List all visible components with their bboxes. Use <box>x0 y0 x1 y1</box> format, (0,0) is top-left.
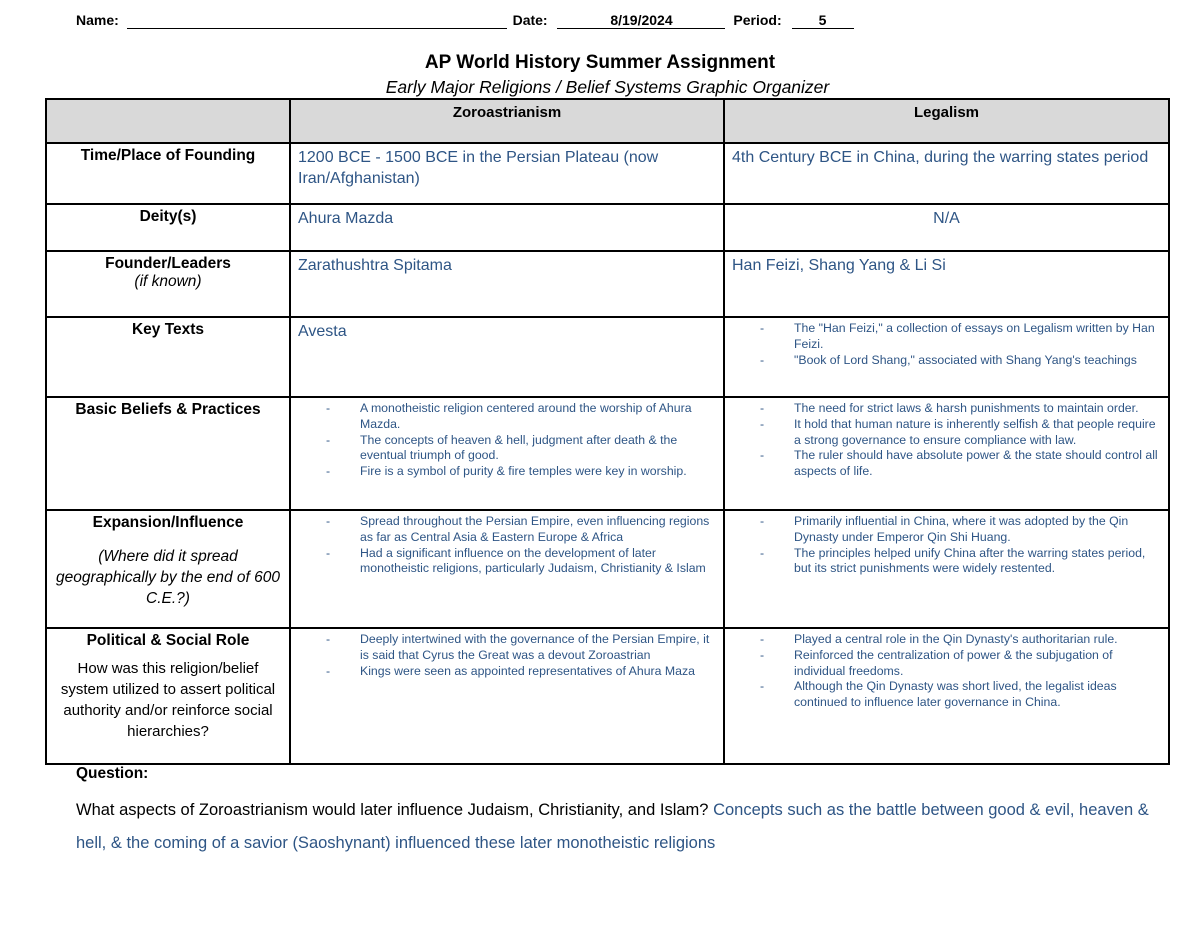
column-header-zoroastrianism: Zoroastrianism <box>290 99 724 143</box>
graphic-organizer-table <box>45 98 1170 765</box>
table-row <box>46 628 1169 764</box>
cell-legal-founder[interactable]: Han Feizi, Shang Yang & Li Si <box>724 251 1169 317</box>
table-row <box>46 251 1169 317</box>
row-label-time-place: Time/Place of Founding <box>46 143 290 204</box>
row-label-expansion <box>46 510 290 628</box>
list-item: - The ruler should have absolute power & the state should control all aspects of life. <box>760 448 1161 480</box>
cell-zoro-key-texts[interactable]: Avesta <box>290 317 724 397</box>
political-label: Political & Social Role <box>86 632 250 649</box>
cell-zoro-beliefs[interactable] <box>290 397 724 510</box>
cell-zoro-political[interactable] <box>290 628 724 764</box>
political-sublabel: How was this religion/belief system utilized to assert political authority and/or reinforce social hierarchies? <box>60 660 276 740</box>
assignment-title: AP World History Summer Assignment <box>424 52 776 73</box>
table-row <box>46 397 1169 510</box>
cell-legal-beliefs[interactable] <box>724 397 1169 510</box>
list-item: - The principles helped unify China after the warring states period, but its strict punishments were widely restented. <box>760 546 1161 578</box>
list-item: - The need for strict laws & harsh punishments to maintain order. <box>760 401 1161 417</box>
list-item: - The concepts of heaven & hell, judgment after death & the eventual triumph of good. <box>326 433 716 465</box>
cell-zoro-time-place[interactable]: 1200 BCE - 1500 BCE in the Persian Plateau (now Iran/Afghanistan) <box>290 143 724 204</box>
cell-legal-time-place[interactable]: 4th Century BCE in China, during the warring states period <box>724 143 1169 204</box>
cell-legal-deity[interactable]: N/A <box>724 204 1169 251</box>
expansion-label: Expansion/Influence <box>92 514 244 531</box>
list-item: - It hold that human nature is inherently selfish & that people require a strong governance to ensure compliance with law. <box>760 417 1161 449</box>
list-item: - Played a central role in the Qin Dynasty's authoritarian rule. <box>760 632 1161 648</box>
assignment-subtitle: Early Major Religions / Belief Systems Graphic Organizer <box>385 77 830 97</box>
list-item: - Kings were seen as appointed representatives of Ahura Maza <box>326 664 716 680</box>
question-answer[interactable]: Concepts such as the battle between good & evil, heaven & hell, & the coming of a savior (Saoshynant) influenced these later monotheistic religions <box>76 801 1149 852</box>
row-label-political <box>46 628 290 764</box>
bullet-list <box>298 632 716 679</box>
table-row <box>46 510 1169 628</box>
column-header-blank <box>46 99 290 143</box>
table-header-row <box>46 99 1169 143</box>
name-field[interactable] <box>127 12 507 29</box>
date-label: Date: <box>512 12 548 28</box>
bullet-list <box>732 632 1161 711</box>
cell-legal-political[interactable] <box>724 628 1169 764</box>
list-item: - A monotheistic religion centered around the worship of Ahura Mazda. <box>326 401 716 433</box>
bullet-list <box>732 401 1161 480</box>
row-label-founder <box>46 251 290 317</box>
date-field[interactable]: 8/19/2024 <box>557 12 725 29</box>
bullet-list <box>732 321 1161 368</box>
list-item: - Reinforced the centralization of power & the subjugation of individual freedoms. <box>760 648 1161 680</box>
cell-legal-key-texts[interactable] <box>724 317 1169 397</box>
question-block <box>76 794 1166 860</box>
row-label-deity: Deity(s) <box>46 204 290 251</box>
cell-zoro-founder[interactable]: Zarathushtra Spitama <box>290 251 724 317</box>
row-label-key-texts: Key Texts <box>46 317 290 397</box>
bullet-list <box>298 401 716 480</box>
question-text: What aspects of Zoroastrianism would later influence Judaism, Christianity, and Islam? <box>76 801 709 819</box>
bullet-list <box>298 514 716 577</box>
list-item: - "Book of Lord Shang," associated with Shang Yang's teachings <box>760 353 1161 369</box>
table-row <box>46 204 1169 251</box>
list-item: - Primarily influential in China, where it was adopted by the Qin Dynasty under Emperor Qin Shi Huang. <box>760 514 1161 546</box>
founder-label: Founder/Leaders <box>105 255 231 272</box>
list-item: - Fire is a symbol of purity & fire temples were key in worship. <box>326 464 716 480</box>
period-field[interactable]: 5 <box>792 12 854 29</box>
founder-sublabel: (if known) <box>134 273 202 290</box>
bullet-list <box>732 514 1161 577</box>
list-item: - Had a significant influence on the development of later monotheistic religions, particularly Judaism, Christianity & Islam <box>326 546 716 578</box>
list-item: - Deeply intertwined with the governance of the Persian Empire, it is said that Cyrus the Great was a devout Zoroastrian <box>326 632 716 664</box>
table-row <box>46 317 1169 397</box>
list-item: - The "Han Feizi," a collection of essays on Legalism written by Han Feizi. <box>760 321 1161 353</box>
question-label: Question: <box>76 765 149 782</box>
period-label: Period: <box>733 12 782 28</box>
list-item: - Although the Qin Dynasty was short lived, the legalist ideas continued to influence later governance in China. <box>760 679 1161 711</box>
cell-zoro-expansion[interactable] <box>290 510 724 628</box>
name-label: Name: <box>76 12 119 28</box>
cell-legal-expansion[interactable] <box>724 510 1169 628</box>
list-item: - Spread throughout the Persian Empire, even influencing regions as far as Central Asia & Eastern Europe & Africa <box>326 514 716 546</box>
student-info-line <box>76 12 854 29</box>
table-row <box>46 143 1169 204</box>
cell-zoro-deity[interactable]: Ahura Mazda <box>290 204 724 251</box>
column-header-legalism: Legalism <box>724 99 1169 143</box>
expansion-sublabel: (Where did it spread geographically by the end of 600 C.E.?) <box>55 548 281 607</box>
row-label-beliefs: Basic Beliefs & Practices <box>46 397 290 510</box>
